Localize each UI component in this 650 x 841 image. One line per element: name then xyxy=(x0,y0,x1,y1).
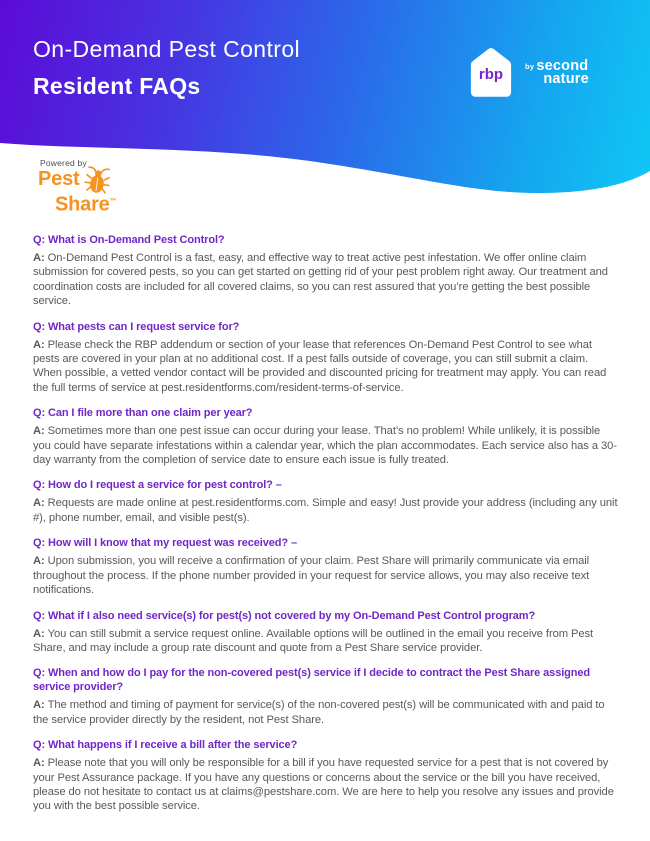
by-label: by xyxy=(525,62,535,71)
bug-icon xyxy=(82,163,113,196)
faq-question: Q: What happens if I receive a bill after the service? xyxy=(33,739,298,752)
answer-prefix: A: xyxy=(33,252,45,264)
faq-answer xyxy=(33,338,618,396)
second-nature-wordmark xyxy=(525,60,589,85)
faq-question: Q: Can I file more than one claim per year? xyxy=(33,407,253,420)
second-nature-words xyxy=(536,60,589,85)
answer-text: You can still submit a service request online. Available options will be outlined in the email you receive from Pest Share, and may include a group rate discount and quote from a Pest Share service provider. xyxy=(33,627,594,654)
answer-prefix: A: xyxy=(33,425,45,438)
rbp-logo xyxy=(466,44,516,102)
answer-text: Upon submission, you will receive a confirmation of your claim. Pest Share will primarily communicate via email throughout the process. If the phone number provided in your request for service allows, you may also receive text notifications. xyxy=(33,555,590,597)
faq-item xyxy=(33,738,618,814)
answer-text: Please check the RBP addendum or section of your lease that references On-Demand Pest Control to see what pests are covered in your plan at no additional cost. If a pest falls outside of coverage, you can still submit a claim. When possible, a vetted vendor contact will be provided and discounted pricing for treatment may apply. You can read the full terms of service at pest.residentforms.com/resident-terms-of-service. xyxy=(33,338,607,394)
answer-prefix: A: xyxy=(33,555,45,568)
faq-answer xyxy=(33,424,618,467)
faq-item xyxy=(33,536,618,597)
faq-item xyxy=(33,478,618,525)
rbp-house-badge-icon xyxy=(466,44,516,102)
faq-answer xyxy=(33,756,618,814)
faq-answer xyxy=(33,627,618,656)
trademark-symbol: ™ xyxy=(109,198,117,205)
page-subtitle: Resident FAQs xyxy=(33,73,201,99)
brand-word-second: second xyxy=(536,58,589,74)
answer-text: The method and timing of payment for service(s) of the non-covered pest(s) will be communicated with and paid to the service provider directly by the resident, not Pest Share. xyxy=(33,699,605,726)
faq-answer xyxy=(33,698,618,727)
answer-text: Please note that you will only be responsible for a bill if you have requested service for a pest that is not covered by your Pest Assurance package. If you have any questions or concerns about the service or the bill you have received, please do not hesitate to contact us at claims@pestshare.com. We are here to help you resolve any issues and provide you with the best possible service. xyxy=(33,757,614,813)
answer-prefix: A: xyxy=(33,338,45,351)
faq-item xyxy=(33,666,618,727)
pestshare-word-pest: Pest xyxy=(38,168,80,190)
faq-question: Q: What is On-Demand Pest Control? xyxy=(33,234,225,246)
faq-answer xyxy=(33,554,618,597)
faq-item xyxy=(33,609,618,656)
pestshare-logo xyxy=(38,158,116,215)
answer-prefix: A: xyxy=(33,497,45,510)
faq-answer xyxy=(33,496,618,525)
faq-question: Q: When and how do I pay for the non-covered pest(s) service if I decide to contract the Pest Share assigned service provider? xyxy=(33,667,591,694)
answer-prefix: A: xyxy=(33,627,45,640)
powered-by-label: Powered by xyxy=(40,158,87,168)
faq-question: Q: What if I also need service(s) for pest(s) not covered by my On-Demand Pest Control program? xyxy=(33,609,536,622)
answer-text: Sometimes more than one pest issue can occur during your lease. That’s no problem! While unlikely, it is possible you could have separate infestations within a calendar year, which the plan accommodates. Each service also has a 30-day warranty from the completion of service date to ensure each issue is fully treated. xyxy=(33,425,617,467)
page-title: On-Demand Pest Control xyxy=(33,36,301,62)
answer-prefix: A: xyxy=(33,699,45,712)
pestshare-word-share: Share xyxy=(55,193,110,216)
rbp-logo-text: rbp xyxy=(478,66,504,83)
faq-item xyxy=(33,233,618,309)
answer-prefix: A: xyxy=(33,757,45,770)
faq-list xyxy=(0,212,650,825)
answer-text: On-Demand Pest Control is a fast, easy, and effective way to treat active pest infestation. We offer online claim submission for covered pests, so you can get started on getting rid of your pest problem right away. Our treatment and coordination costs are included for all covered claims, so you can rest assured that you’re getting the best possible service. xyxy=(33,252,608,308)
faq-question: Q: How will I know that my request was received? – xyxy=(33,537,297,550)
brand-word-nature: nature xyxy=(543,70,589,87)
rbp-second-nature-brand xyxy=(466,44,589,102)
faq-answer xyxy=(33,251,618,309)
faq-question: Q: How do I request a service for pest control? – xyxy=(33,479,282,492)
faq-item xyxy=(33,320,618,396)
header-titles xyxy=(33,36,300,100)
answer-text: Requests are made online at pest.residentforms.com. Simple and easy! Just provide your address (including any unit #), phone number, email, and visible pest(s). xyxy=(33,497,618,524)
faq-item xyxy=(33,406,618,467)
faq-question: Q: What pests can I request service for? xyxy=(33,320,240,333)
